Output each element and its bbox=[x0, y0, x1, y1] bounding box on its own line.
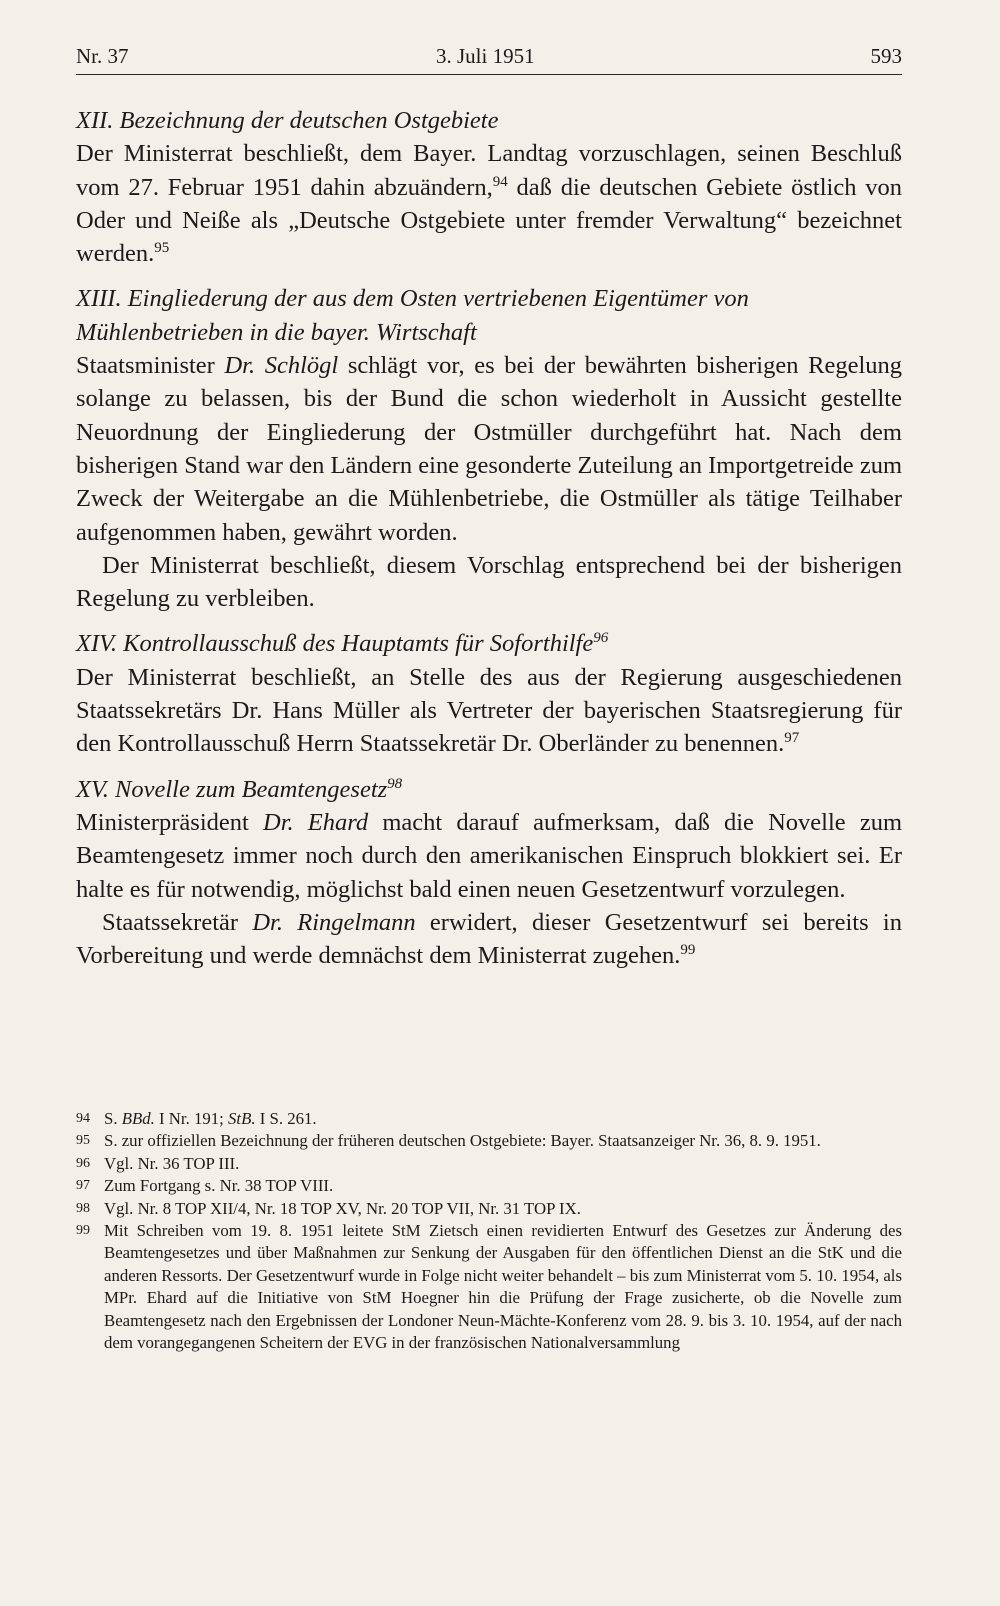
footnote: 99 Mit Schreiben vom 19. 8. 1951 leitete StM Zietsch einen revidierten Entwurf des Gesetzes zur Änderung des Beamtengesetzes und über Maßnahmen zur Senkung der Ausgaben für den öffentlichen Dienst an die StK und die anderen Ressorts. Der Gesetzentwurf wurde in Folge nicht weiter behandelt – bis zum Ministerrat vom 5. 10. 1954, als MPr. Ehard auf die Initiative von StM Hoegner hin die Prüfung der Frage zusicherte, ob die Novelle zum Beamtengesetz nach den Ergebnissen der Londoner Neun-Mächte-Konferenz vom 28. 9. bis 3. 10. 1954, auf der nach dem vorangegangenen Scheitern der EVG in der französischen Nationalversammlung bbox=[76, 1221, 902, 1353]
paragraph: Der Ministerrat beschließt, dem Bayer. Landtag vorzuschlagen, seinen Beschluß vom 27. Februar 1951 dahin abzuändern,$^{94}$ daß die deutschen Gebiete östlich von Oder und Neiße als „Deutsche Ostgebiete unter fremder Verwaltung“ bezeichnet werden.$^{95}$ bbox=[76, 140, 902, 268]
footnote-number: 98 bbox=[76, 1200, 90, 1216]
footnote-ref[interactable]: 94 bbox=[492, 173, 508, 190]
person-name: Dr. Ringelmann bbox=[252, 908, 416, 936]
footnote-number: 99 bbox=[76, 1223, 90, 1239]
footnote-number: 95 bbox=[76, 1133, 90, 1149]
header-date: 3. Juli 1951 bbox=[436, 44, 535, 68]
section-xv bbox=[76, 773, 902, 973]
footnote-ref[interactable]: 97 bbox=[784, 730, 800, 747]
paragraph: Staatsminister Dr. Schlögl schlägt vor, es bei der bewährten bisherigen Regelung solange zu belassen, bis der Bund die schon wiederholt in Aussicht gestellte Neuordnung der Eingliederung der Ostmüller durchgeführt hat. Nach dem bisherigen Stand war den Ländern eine gesonderte Zuteilung an Importgetreide zum Zweck der Weitergabe an die Mühlenbetriebe, die Ostmüller als tätige Teilhaber aufgenommen haben, gewährt worden. bbox=[76, 352, 902, 546]
section-xii bbox=[76, 104, 902, 270]
footnote: 96 Vgl. Nr. 36 TOP III. bbox=[76, 1153, 902, 1175]
section-heading: XV. Novelle zum Beamtengesetz$^{98}$ bbox=[76, 775, 403, 803]
footnote: 95 S. zur offiziellen Bezeichnung der früheren deutschen Ostgebiete: Bayer. Staatsanzeiger Nr. 36, 8. 9. 1951. bbox=[76, 1130, 902, 1152]
section-xiv bbox=[76, 627, 902, 760]
footnotes bbox=[76, 1108, 902, 1354]
section-heading: XIV. Kontrollausschuß des Hauptamts für Soforthilfe$^{96}$ bbox=[76, 630, 609, 658]
paragraph: Staatssekretär Dr. Ringelmann erwidert, dieser Gesetzentwurf sei bereits in Vorbereitung und werde demnächst dem Ministerrat zugehen.$^{99}$ bbox=[76, 908, 902, 970]
footnote-ref[interactable]: 96 bbox=[593, 630, 609, 647]
document-number: Nr. 37 bbox=[76, 44, 129, 68]
footnote: 98 Vgl. Nr. 8 TOP XII/4, Nr. 18 TOP XV, Nr. 20 TOP VII, Nr. 31 TOP IX. bbox=[76, 1198, 902, 1220]
person-name: Dr. Schlögl bbox=[224, 352, 339, 380]
footnote-number: 94 bbox=[76, 1111, 90, 1126]
person-name: Dr. Ehard bbox=[263, 808, 369, 836]
paragraph: Der Ministerrat beschließt, an Stelle des aus der Regierung ausgeschiedenen Staatssekretärs Dr. Hans Müller als Vertreter der bayerischen Staatsregierung für den Kontrollausschuß Herrn Staatssekretär Dr. Oberländer zu benennen.$^{97}$ bbox=[76, 663, 902, 758]
footnote: 97 Zum Fortgang s. Nr. 38 TOP VIII. bbox=[76, 1175, 902, 1197]
footnote-ref[interactable]: 95 bbox=[154, 240, 170, 257]
footnote-number: 96 bbox=[76, 1155, 90, 1171]
paragraph: Ministerpräsident Dr. Ehard macht darauf aufmerksam, daß die Novelle zum Beamtengesetz immer noch durch den amerikanischen Einspruch blokkiert sei. Er halte es für notwendig, möglichst bald einen neuen Gesetzentwurf vorzulegen. bbox=[76, 808, 903, 903]
paragraph: Der Ministerrat beschließt, diesem Vorschlag entsprechend bei der bisherigen Regelung zu verbleiben. bbox=[76, 551, 902, 613]
footnote-ref[interactable]: 99 bbox=[680, 942, 696, 959]
section-heading: XIII. Eingliederung der aus dem Osten vertriebenen Eigentümer von Mühlenbetrieben in die bayer. Wirtschaft bbox=[76, 285, 749, 346]
footnote-number: 97 bbox=[76, 1178, 90, 1194]
main-text bbox=[76, 104, 902, 984]
footnote: 94 S. BBd. I Nr. 191; StB. I S. 261. bbox=[76, 1108, 902, 1130]
section-xiii bbox=[76, 282, 902, 615]
section-heading: XII. Bezeichnung der deutschen Ostgebiete bbox=[76, 107, 499, 134]
running-header bbox=[76, 40, 902, 75]
footnote-ref[interactable]: 98 bbox=[387, 775, 403, 792]
page-number: 593 bbox=[870, 44, 902, 68]
